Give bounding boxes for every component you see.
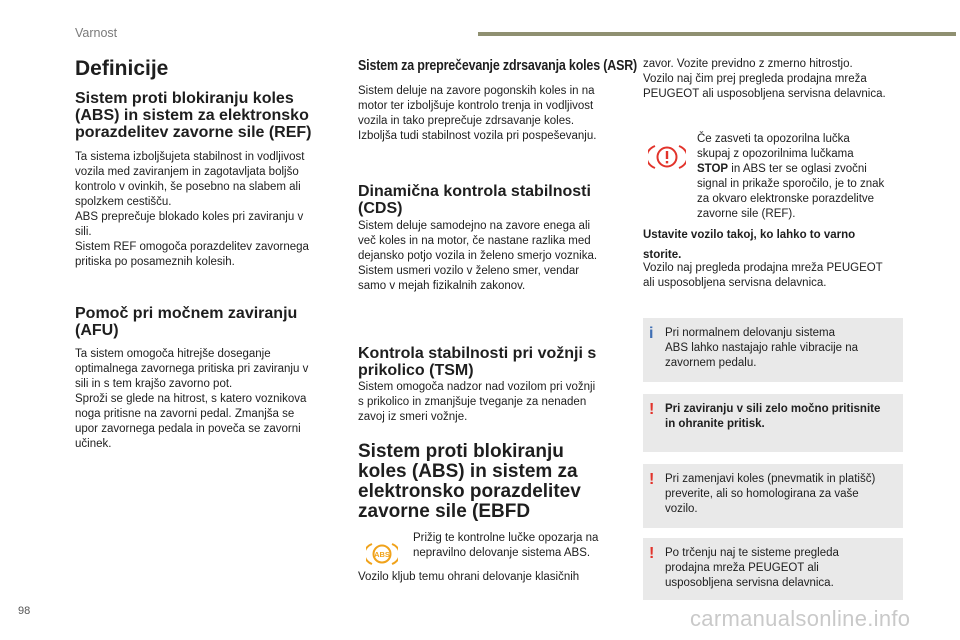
abs-warning-lamp-icon bbox=[366, 540, 398, 568]
section-label: Varnost bbox=[75, 26, 118, 40]
stop-heading-2: storite. bbox=[643, 249, 682, 261]
brakes-continuation-text: zavor. Vozite previdno z zmerno hitrostjo. Vozilo naj čim prej pregleda prodajna mreža PEUGEOT ali usposobljena servisna delavnica. bbox=[643, 58, 886, 100]
info-box-vibrations bbox=[643, 318, 903, 382]
warning-box-wheels bbox=[643, 464, 903, 528]
ref-text: Ta sistema izboljšujeta stabilnost in vodljivost vozila med zaviranjem in zagotavljata boljšo kontrolo v ovinkih, še posebno na slabem ali spolzkem cestišču. ABS preprečuje blokado koles pri zaviranju v sili. Sistem REF omogoča porazdelitev zavornega pritiska po posameznih kolesih. bbox=[75, 151, 309, 268]
warning-box-text: Po trčenju naj te sisteme pregleda prodajna mreža PEUGEOT ali usposobljena servisna delavnica. bbox=[665, 547, 839, 589]
abs-lamp-label: ABS bbox=[374, 550, 390, 559]
abs-lamp-text: Prižig te kontrolne lučke opozarja na nepravilno delovanje sistema ABS. bbox=[413, 532, 599, 559]
page-title: Definicije bbox=[75, 57, 169, 80]
cds-text: Sistem deluje samodejno na zavore enega ali več koles in na motor, če nastane razlika med dejansko potjo vozila in želeno smerjo voznika. Sistem usmeri vozilo v želeno smer, vendar samo v mejah fizikalnih zakonov. bbox=[358, 220, 598, 292]
warning-icon: ! bbox=[649, 545, 655, 562]
watermark: carmanualsonline.info bbox=[690, 606, 911, 631]
info-box-text: Pri normalnem delovanju sistema ABS lahko nastajajo rahle vibracije na zavornem pedalu. bbox=[665, 327, 859, 369]
stop-text: Vozilo naj pregleda prodajna mreža PEUGEOT ali usposobljena servisna delavnica. bbox=[643, 262, 883, 289]
header-rule bbox=[478, 32, 956, 36]
warning-box-collision bbox=[643, 538, 903, 600]
ref-heading: Sistem proti blokiranju koles (ABS) in sistem za elektronsko porazdelitev zavorne sile (REF) bbox=[75, 90, 312, 141]
warning-box-text: Pri zaviranju v sili zelo močno pritisnite in ohranite pritisk. bbox=[665, 403, 881, 430]
warning-box-text: Pri zamenjavi koles (pnevmatik in platišč) preverite, ali so homologirana za vaše vozilo. bbox=[665, 473, 876, 515]
abs-text: Vozilo kljub temu ohrani delovanje klasičnih bbox=[358, 571, 580, 583]
cds-heading: Dinamična kontrola stabilnosti (CDS) bbox=[358, 183, 591, 217]
stop-label: STOP bbox=[697, 163, 729, 175]
tsm-text: Sistem omogoča nadzor nad vozilom pri vožnji s prikolico in zmanjšuje tveganje za nenaden zavoj iz smeri vožnje. bbox=[358, 381, 596, 423]
warning-icon: ! bbox=[649, 401, 655, 418]
asr-text: Sistem deluje na zavore pogonskih koles in na motor ter izboljšuje kontrolo trenja in vodljivost vozila in tako preprečuje zdrsavanje koles. Izboljša tudi stabilnost vozila pri pospeševanju. bbox=[358, 85, 597, 142]
page-number: 98 bbox=[18, 605, 31, 617]
warning-icon: ! bbox=[649, 471, 655, 488]
afu-text: Ta sistem omogoča hitrejše doseganje optimalnega zavornega pritiska pri zaviranju v sili in s tem krajšo zavorno pot. Sproži se glede na hitrost, s katero voznikova noga pritisne na zavorni pedal. Zmanjša se upor zavornega pedala in poveča se zavorni učinek. bbox=[75, 348, 309, 450]
asr-heading: Sistem za preprečevanje zdrsavanja koles (ASR) bbox=[358, 58, 638, 74]
tsm-heading: Kontrola stabilnosti pri vožnji s prikolico (TSM) bbox=[358, 345, 597, 379]
warning-box-emergency-braking bbox=[643, 394, 903, 452]
stop-heading-1: Ustavite vozilo takoj, ko lahko to varno bbox=[643, 229, 856, 241]
brake-warning-text: Če zasveti ta opozorilna lučka skupaj z opozorilnima lučkama STOP in ABS ter se oglasi zvočni signal in prikaže sporočilo, je to znak za okvaro elektronske porazdelitve zavorne sile (REF). bbox=[697, 133, 885, 220]
info-icon: i bbox=[649, 325, 654, 342]
abs-heading: Sistem proti blokiranju koles (ABS) in sistem za elektronsko porazdelitev zavorne sile (EBFD bbox=[358, 441, 581, 522]
afu-heading: Pomoč pri močnem zaviranju (AFU) bbox=[75, 305, 298, 339]
brake-warning-icon bbox=[648, 142, 686, 172]
